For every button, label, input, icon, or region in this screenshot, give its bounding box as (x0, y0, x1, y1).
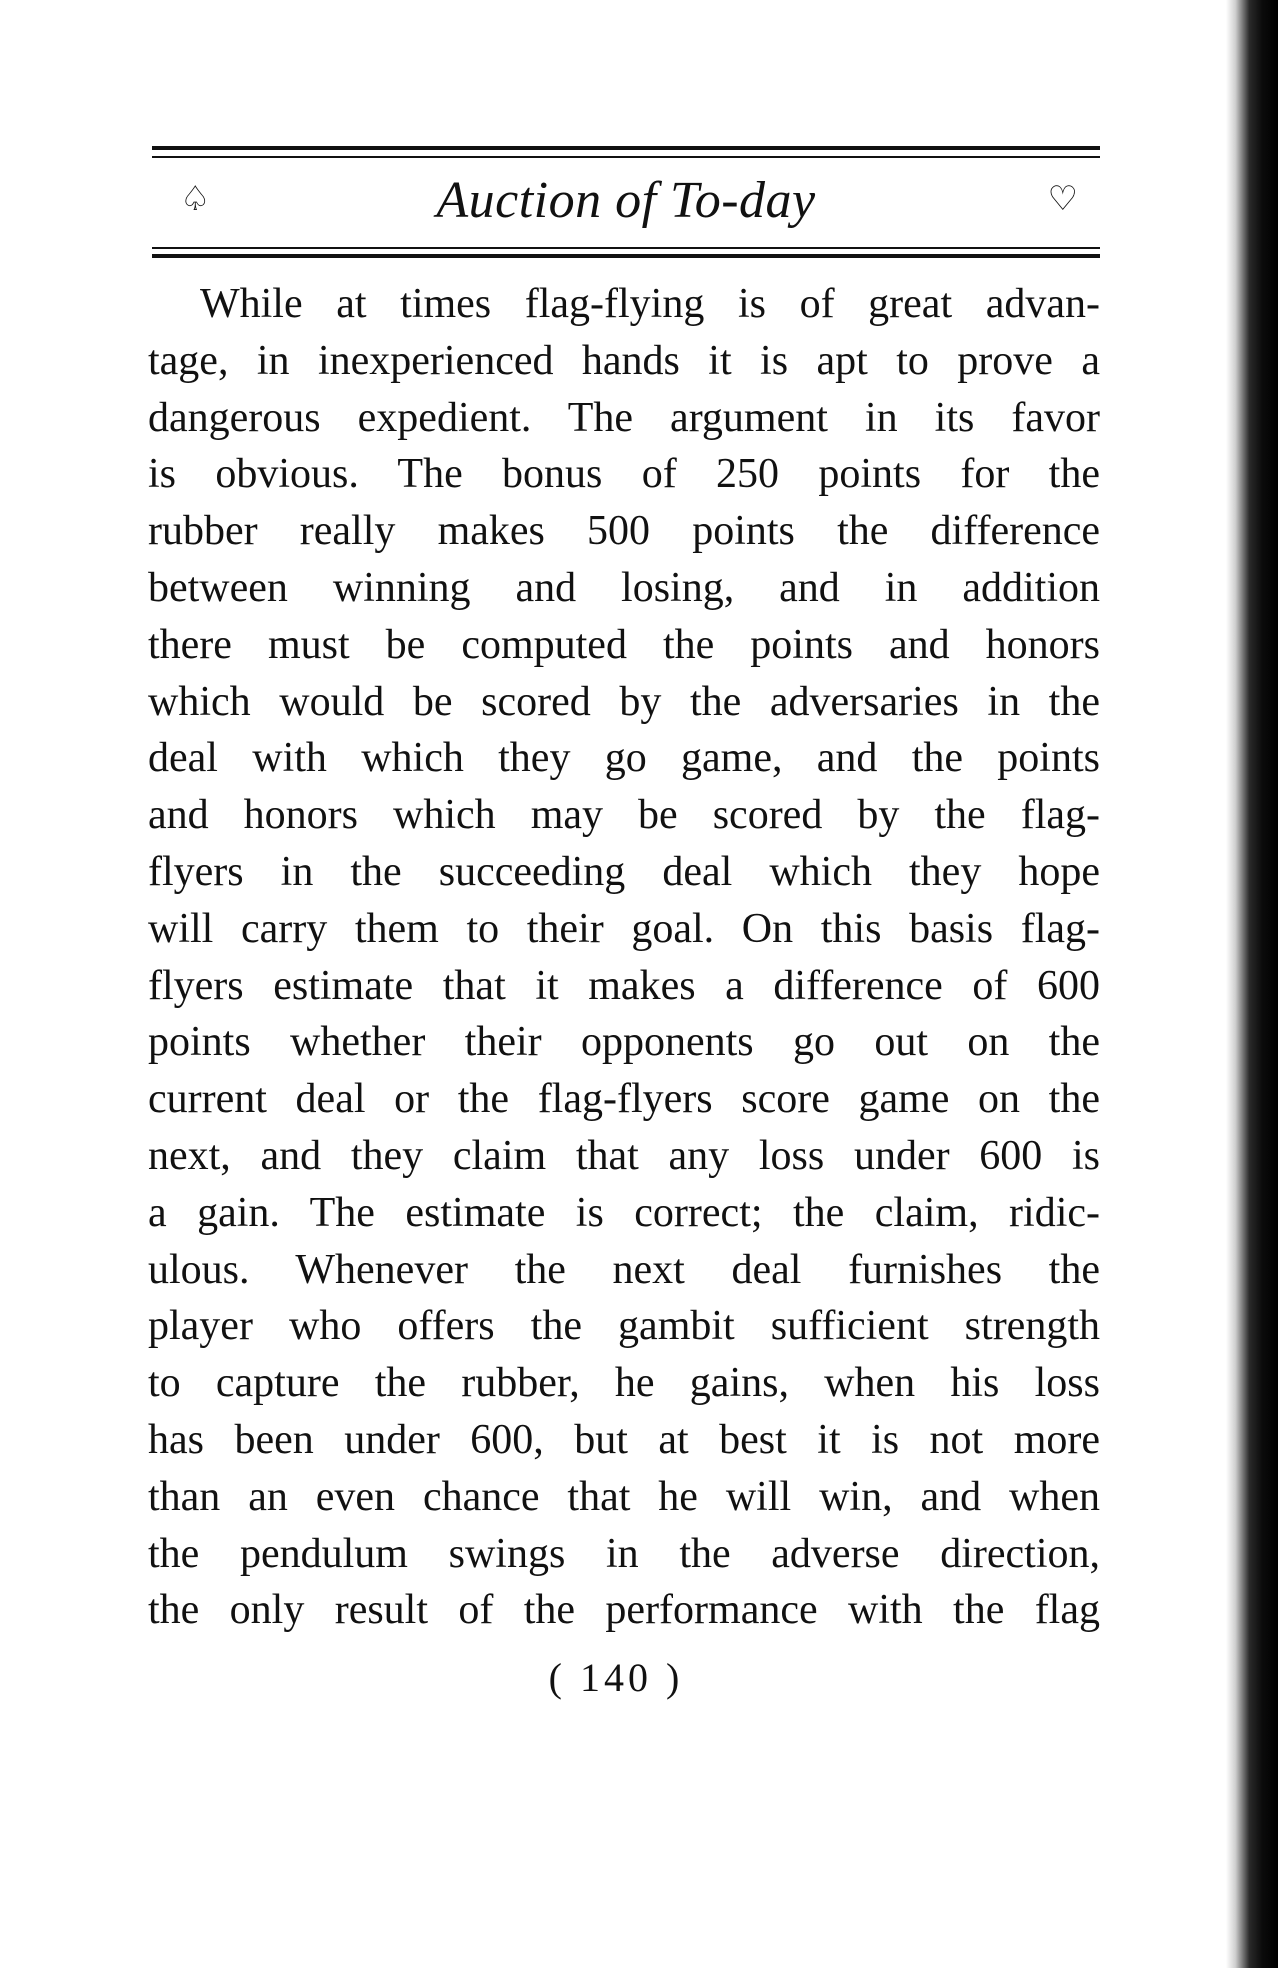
spade-outline-icon: ♤ (180, 181, 211, 218)
text-line: is obvious. The bonus of 250 points for the (148, 451, 1100, 498)
text-line: points whether their opponents go out on the (148, 1019, 1100, 1066)
running-header (152, 170, 1100, 242)
text-line: flyers in the succeeding deal which they hope (148, 848, 1100, 895)
text-line: the pendulum swings in the adverse direction, (148, 1530, 1100, 1577)
header-rule-top-thin (152, 156, 1100, 158)
text-line: to capture the rubber, he gains, when his loss (148, 1360, 1100, 1407)
text-line: next, and they claim that any loss under 600 is (148, 1132, 1100, 1179)
header-rule-bottom (152, 254, 1100, 258)
scan-edge-shadow (1226, 0, 1278, 1968)
text-line: between winning and losing, and in addition (148, 564, 1100, 611)
text-line: current deal or the flag-flyers score game on the (148, 1076, 1100, 1123)
text-line: tage, in inexperienced hands it is apt to prove a (148, 337, 1100, 384)
text-line: the only result of the performance with the flag (148, 1587, 1100, 1634)
text-line: will carry them to their goal. On this basis flag- (148, 905, 1100, 952)
running-title: Auction of To-day (436, 172, 816, 229)
page-number: ( 140 ) (548, 1655, 684, 1700)
text-line: flyers estimate that it makes a difference of 600 (148, 962, 1100, 1009)
heart-outline-icon: ♡ (1047, 181, 1078, 218)
text-line: While at times flag-flying is of great advan- (200, 281, 1100, 327)
text-line: player who offers the gambit sufficient strength (148, 1303, 1100, 1350)
text-line: ulous. Whenever the next deal furnishes the (148, 1246, 1100, 1293)
body-paragraph (148, 276, 1100, 1639)
text-line: deal with which they go game, and the points (148, 735, 1100, 782)
text-line: and honors which may be scored by the flag- (148, 792, 1100, 839)
text-line: which would be scored by the adversaries in the (148, 678, 1100, 725)
text-line: has been under 600, but at best it is not more (148, 1416, 1100, 1463)
text-line: a gain. The estimate is correct; the claim, ridic- (148, 1189, 1100, 1236)
text-line: there must be computed the points and honors (148, 621, 1100, 668)
text-line: than an even chance that he will win, and when (148, 1473, 1100, 1520)
text-line: rubber really makes 500 points the difference (148, 508, 1100, 555)
header-rule-bottom-thin (152, 247, 1100, 249)
header-rule-top (152, 146, 1100, 150)
text-line: dangerous expedient. The argument in its favor (148, 394, 1100, 441)
